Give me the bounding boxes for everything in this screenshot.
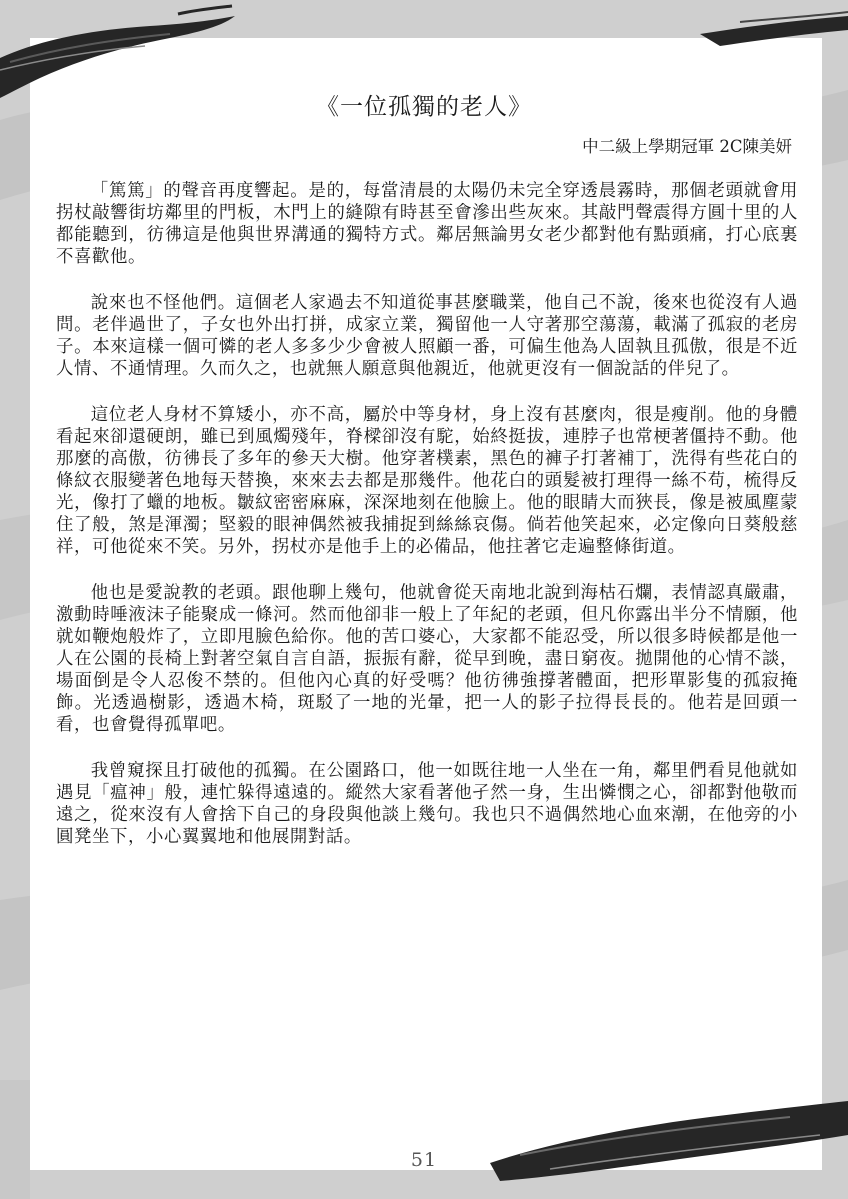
brush-stroke-bottom-right [490,1095,848,1199]
paragraph-4: 他也是愛說教的老頭。跟他聊上幾句，他就會從天南地北說到海枯石爛，表情認真嚴肅，激動時唾液沫子能聚成一條河。然而他卻非一般上了年紀的老頭，但凡你露出半分不情願，他就如鞭炮般炸了，立即甩臉色給你。他的苦口婆心，大家都不能忍受，所以很多時候都是他一人在公園的長椅上對著空氣自言自語，振振有辭，從早到晚，盡日窮夜。拋開他的心情不談，場面倒是令人忍俊不禁的。但他內心真的好受嗎？他彷彿強撐著體面，把形單影隻的孤寂掩飾。光透過樹影，透過木椅，斑駁了一地的光暈，把一人的影子拉得長長的。他若是回頭一看，也會覺得孤單吧。 [56,583,798,735]
paragraph-2: 說來也不怪他們。這個老人家過去不知道從事甚麼職業，他自己不說，後來也從沒有人過問。老伴過世了，子女也外出打拼，成家立業，獨留他一人守著那空蕩蕩，載滿了孤寂的老房子。本來這樣一個可憐的老人多多少少會被人照顧一番，可偏生他為人固執且孤傲，很是不近人情、不通情理。久而久之，也就無人願意與他親近，他就更沒有一個說話的伴兒了。 [56,293,798,379]
essay-body [56,180,798,872]
paragraph-5: 我曾窺探且打破他的孤獨。在公園路口，他一如既往地一人坐在一角，鄰里們看見他就如遇見「瘟神」般，連忙躲得遠遠的。縱然大家看著他孑然一身，生出憐憫之心，卻都對他敬而遠之，從來沒有人會捨下自己的身段與他談上幾句。我也只不過偶然地心血來潮，在他旁的小圓凳坐下，小心翼翼地和他展開對話。 [56,761,798,847]
brush-stroke-top-right [640,0,848,70]
paragraph-1: 「篤篤」的聲音再度響起。是的，每當清晨的太陽仍未完全穿透晨霧時，那個老頭就會用拐杖敲響街坊鄰里的門板，木門上的縫隙有時甚至會滲出些灰來。其敲門聲震得方圓十里的人都能聽到，彷彿這是他與世界溝通的獨特方式。鄰居無論男女老少都對他有點頭痛，打心底裏不喜歡他。 [56,181,798,267]
brush-stroke-bottom-left [0,1080,30,1199]
essay-title: 《一位孤獨的老人》 [316,94,532,120]
page-number: 51 [410,1149,438,1171]
paragraph-3: 這位老人身材不算矮小，亦不高，屬於中等身材，身上沒有甚麼肉，很是瘦削。他的身體看起來卻還硬朗，雖已到風燭殘年，脊樑卻沒有駝，始終挺拔，連脖子也常梗著僵持不動。他那麼的高傲，彷彿長了多年的參天大樹。他穿著樸素，黑色的褲子打著補丁，洗得有些花白的條紋衣服變著色地每天替換，來來去去都是那幾件。他花白的頭髮被打理得一絲不苟，梳得反光，像打了蠟的地板。皺紋密密麻麻，深深地刻在他臉上。他的眼睛大而狹長，像是被風塵蒙住了般，煞是渾濁；堅毅的眼神偶然被我捕捉到絲絲哀傷。倘若他笑起來，必定像向日葵般慈祥，可他從來不笑。另外，拐杖亦是他手上的必備品，他拄著它走遍整條街道。 [56,405,798,557]
author-line: 中二級上學期冠軍 2C陳美妍 [582,137,792,156]
